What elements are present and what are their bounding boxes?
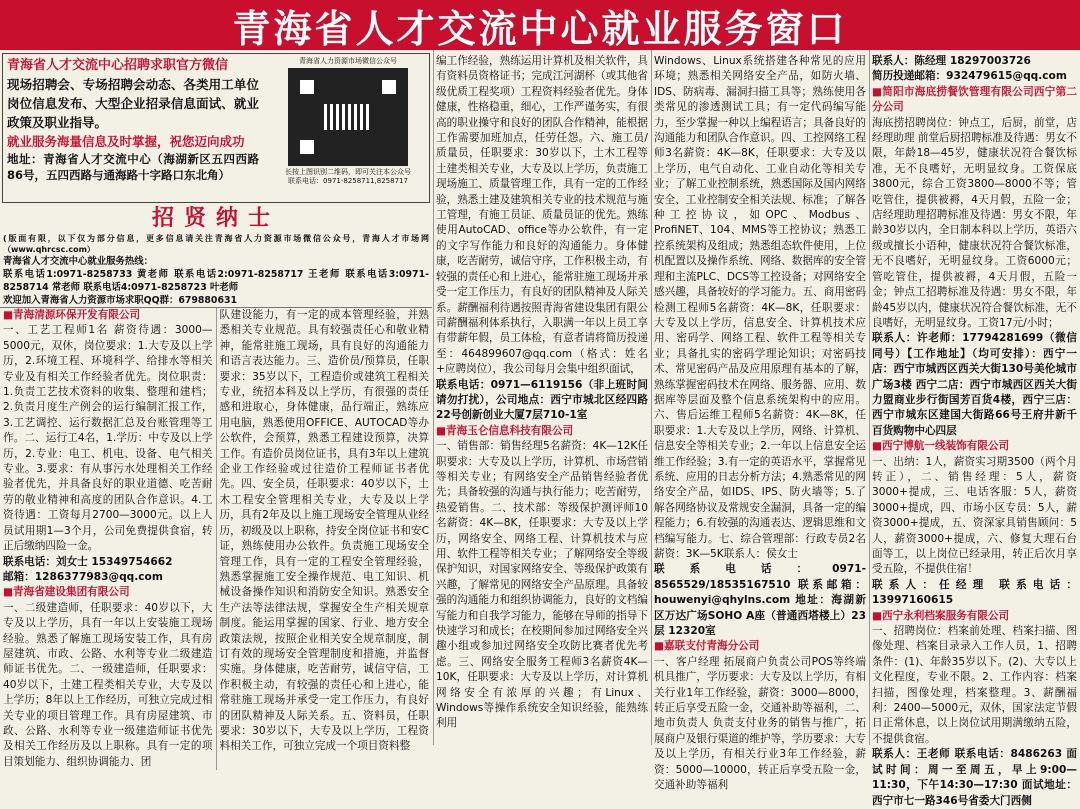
listing-text: 一、出纳：1人，薪资实习期3500（两个月转正），二、销售经理：5人，薪资3000+提成，三、电话客服：5人，薪资3000+提成，四、市场小区专员：5人，薪资3000+提成，五、资深家具销售顾问：5人，薪资3000+提成，六、修复大理石台面等工，以上岗位已经录用，转正后次月享受五险，不提供住宿！ [872, 455, 1077, 576]
company-heading: ■ 嘉联支付青海分公司 [654, 639, 866, 654]
contact-line: 联系电话：0971—6119156（非上班时间请勿打扰），公司地点：西宁市城北区经四路22号创新创业大厦7层710-1室 [436, 378, 648, 422]
listing-text: 一、工艺工程师1名 薪资待遇：3000—5000元，双休，岗位要求：1.大专及以上学历，2.环境工程、环境科学、给排水等相关专业及有相关工作经验者优先。岗位职责：1.负责工艺技术资料的收集、整理和建档；2.负责月度生产例会的运行编制汇报工作，3.工艺调控、运行数据汇总及台账管理等工作。二、运行工4名，1.学历：中专及以上学历，2.专业：电工、机电、设备、电气相关专业。3.要求：有从事污水处理相关工作经验者优先，并具备良好的职业道德、吃苦耐劳的敬业精神和高度的团队合作意识。4.工资待遇：工资每月2700—3000元。以上人员试用期1—3个月，公司免费提供食宿，转正后缴纳四险一金。 [3, 324, 213, 553]
listing-text: 一、二级建造师，任职要求：40岁以下，大专及以上学历，具有一年以上安装施工现场经验。熟悉了解施工现场安装工作，具有房屋建筑、市政、公路、水利等专业二级建造师证书优先。二、一级建造师，任职要求：40岁以下，土建工程类相关专业，大专及以上学历；8年以上工作经历，可独立完成过相关专业的项目管理工作。具有房屋建筑、市政、公路、水利等专业一级建造师证书优先及相关工作经历及以上职称。具有一定的项目策划能力、组织协调能力、团 [3, 601, 213, 768]
qr-note: 长按上图识别二维码，即可关注本公众号 [285, 168, 411, 176]
company-heading: ■ 青海清源环保开发有限公司 [3, 308, 213, 323]
contact-line: 联系人：王老师 联系电话：8486263 面试时间：周一至周五，早上9:00—11:30，下午14:30—17:30 面试地址：西宁市七一路346号省委大门西侧 [872, 748, 1077, 807]
qr-caption: 青海省人力资源市场微信公众号 [299, 57, 397, 65]
listing-text: 队建设能力，有一定的成本管理经验，并熟悉相关专业规范。具有较强责任心和敬业精神，能常驻施工现场，具有良好的沟通能力和语言表达能力。三、造价员/预算员，任职要求：35岁以下，工程造价或建筑工程相关专业，统招本科及以上学历，有很强的责任感和进取心，身体健康，品行端正，熟练应用电脑，熟悉使用OFFICE、AUTOCAD等办公软件，会预算，熟悉工程建设预算，决算工作。有造价员岗位证书，具有3年以上建筑企业工作经验或过往造价工程师证书者优先。四、安全员，任职要求：40岁以下，土木工程安全管理相关专业，大专及以上学历，具有2年及以上施工现场安全管理从业经历，初级及以上职称，持安全岗位证书和安C证，熟练使用办公软件。负责施工现场安全管理工作，具有一定的工程安全管理经验，熟悉掌握施工安全操作规范、电工知识、机械设备操作知识和消防安全知识。熟悉安全生产法等法律法规，掌握安全生产相关规章制度。能运用掌握的国家、行业、地方安全政策法规，按照企业相关安全规章制度，制订有效的现场安全管理制度和措施，并监督实施。身体健康，吃苦耐劳，诚信守信，工作积极主动，有较强的责任心和上进心，能常驻施工现场并承受一定工作压力，有良好的团队精神及人际关系。五、资料员，任职要求：30岁以下，大专及以上学历，工程资料相关工作，可独立完成一个项目资料整 [219, 309, 429, 753]
qr-code-icon[interactable] [288, 68, 408, 166]
contact-line: 简历投递邮箱：932479615@qq.com [872, 70, 1067, 83]
recruit-banner: 招贤纳士 [151, 206, 280, 231]
promo-body: 现场招聘会、专场招聘会动态、各类用工单位岗位信息发布、大型企业招录信息面试、就业政策及职业指导。 [7, 77, 259, 130]
listings-c4 [654, 50, 866, 792]
contact-line: 联系电话：0971-8565529/18535167510 联系邮箱：houwenyi@qhylns.com 地址：海湖新区万达广场SOHO A座（普通西塔楼上）23层 12320室 [654, 563, 866, 638]
listing-text: Windows、Linux系统搭建各种常见的应用环境；熟悉相关网络安全产品，如防火墙、IDS、防病毒、漏洞扫描工具等；熟练使用各类常见的渗透测试工具；有一定代码编写能力，至少掌握一种以上编程语言；具备良好的沟通能力和团队合作意识。四、工控网络工程师3名薪资：4K—8K，任职要求：大专及以上学历，电气自动化、工业自动化等相关专业；了解工业控制系统，熟悉国际及国内网络安全、工业控制安全相关法规、标准；了解各种工控协议，如OPC、Modbus、ProfiNET、104、MMS等工控协议；熟悉工控系统架构及组成；熟悉组态软件使用，上位机配置以及操作系统、网络、数据库的安全管理和主流PLC、DCS等工控设备；对网络安全感兴趣，具备较好的学习能力。五、商用密码检测工程师5名薪资：4K—8K，任职要求：大专及以上学历，信息安全、计算机技术应用、密码学、网络工程、软件工程等相关专业；具备扎实的密码学理论知识；对密码技术、常见密码产品及应用原理有基本的了解，熟练掌握密码技术在网络、服务器、应用、数据库等层面及整个信息系统架构中的应用。六、售后运维工程师5名薪资：4K—8K，任职要求：1.大专及以上学历，网络、计算机、信息安全等相关专业；2.一年以上信息安全运维工作经验；3.有一定的英语水平，掌握常见系统、应用的日志分析方法；4.熟悉常见的网络安全产品，如IDS、IPS、防火墙等；5.了解各网络协议及常规安全漏洞，具备一定的编程能力；6.有较强的沟通表达、逻辑思维和文档编写能力。七、综合管理部：行政专员2名薪资：3K—5K联系人：侯女士 [654, 55, 866, 560]
company-heading: ■ 简阳市海底捞餐饮管理有限公司西宁第二分公司 [872, 85, 1077, 116]
page-title: 青海省人才交流中心就业服务窗口 [232, 6, 848, 51]
hotline-title: 青海省人才交流中心就业服务热线： [3, 256, 154, 267]
listings-c1 [0, 308, 216, 770]
qq-group: 欢迎加入青海省人力资源市场求职QQ群：679880631 [0, 294, 432, 308]
listings-c2 [217, 308, 433, 770]
promo-address: 地址：青海省人才交流中心（海湖新区五四西路86号，五四西路与通海路十字路口东北角） [7, 152, 259, 182]
copyright-note: (版面有限，以下仅为部分信息，更多信息请关注青海省人力资源市场微信公众号，青海人才市场网（www.qhrcsc.com） [3, 234, 429, 254]
company-heading: ■ 青海省建设集团有限公司 [3, 585, 213, 600]
listing-text: 海底捞招聘岗位：钟点工，后厨，前堂，店经理助理 前堂后厨招聘标准及待遇：男女不限，年龄18—45岁，健康状况符合餐饮标准，无不良嗜好，无明显纹身。工资保底3800元，综合工资3800—8000不等；管吃管住，提供被褥，4天月假，五险一金；店经理助理招聘标准及待遇：男女不限，年龄30岁以内，全日制本科以上学历，英语六级或擅长小语种，健康状况符合餐饮标准，无不良嗜好，无明显纹身。工资6000元；管吃管住，提供被褥，4天月假，五险一金；钟点工招聘标准及待遇：男女不限，年龄45岁以内，健康状况符合餐饮标准，无不良嗜好，无明显纹身。工资17元/小时； [872, 116, 1077, 329]
listing-text: 一、销售部：销售经理5名薪资：4K—12K任职要求：大专及以上学历，计算机、市场营销等相关专业；有网络安全产品销售经验者优先；具备较强的沟通与执行能力；吃苦耐劳，热爱销售。二、技术部：等级保护测评师10名薪资：4K—8K，任职要求：大专及以上学历，网络安全、网络工程、计算机技术与应用、软件工程等相关专业；了解网络安全等级保护知识，对国家网络安全、等级保护政策有兴趣，了解常见的网络安全产品原理。具备较强的沟通能力和组织协调能力，良好的文档编写能力和自我学习能力，能够在导师的指导下快速学习和成长；在校期间参加过网络安全兴趣小组或参加过网络安全攻防比赛者优先考虑。三、网络安全服务工程师3名薪资4K—10K，任职要求：大专及以上学历，对计算机网络安全有浓厚的兴趣；有Linux、Windows等操作系统安全知识经验，能熟练利用 [436, 440, 648, 730]
listing-text: 编工作经验，熟练运用计算机及相关软件，具有资料员资格证书；完成江河湖杯（或其他省级优质工程奖项）工程资料经验者优先。身体健康，性格稳重，细心，工作严谨务实，有很高的职业操守和良好的团队合作精神，能根据工作需要加班加点，任劳任怨。六、施工员/质量员，任职要求：30岁以下，土木工程等土建类相关专业，大专及以上学历，负责施工现场施工、质量管理工作，具有一定的工作经验，熟悉土建及建筑相关专业的技术规范与施工管理，有施工员证、质量员证的优先。熟练使用AutoCAD、office等办公软件，有一定的文字写作能力和良好的沟通能力。身体健康，吃苦耐劳，诚信守序，工作积极主动，有较强的责任心和上进心，能常驻施工现场并承受一定工作压力，有良好的团队精神及人际关系。薪酬福利待遇按照青海省建设集团有限公司薪酬福利体系执行，入职满一年以上员工享有带薪年假，员工体检，有意者请将简历投递至：464899607@qq.com（格式：姓名+应聘岗位），我公司每月会集中组织面试， [436, 55, 648, 376]
masthead [0, 0, 1080, 50]
contact-line: 联系人：任经理 联系电话：13997160615 [872, 578, 1077, 607]
column-1 [0, 50, 432, 768]
company-heading: ■ 西宁博航一线装饰有限公司 [872, 439, 1077, 454]
listing-text: 一、客户经理 拓展商户负责公司POS等终端机具推广，学历要求：大专及以上学历，有相关行业1年工作经验，薪资：3000—8000，转正后享受五险一金，交通补助等福利，二、地市负责人 负责支付业务的销售与推广，拓展商户及银行渠道的维护等，学历要求：大专及以上学历，有相关行业3年工作经验，薪资：5000—10000，转正后享受五险一金，交通补助等福利 [654, 655, 866, 792]
contact-line: 联系人：许老师：17794281699（微信同号）【工作地址】（均可安排）：西宁一店：西宁市城西区西关大街130号美伦城市广场3楼 西宁二店：西宁市城西区西关大街力盟商业步行街国芳百货4楼，西宁三店：西宁市城东区建国大街路66号王府井新千百货购物中心四层 [872, 332, 1077, 437]
company-heading: ■ 西宁永利档案服务有限公司 [872, 609, 1077, 624]
qr-phone: 联系电话：0971-8258711,8258717 [288, 177, 408, 185]
hotline-phones: 联系电话1:0971-8258733 黄老师 联系电话2:0971-8258717 王老师 联系电话3:0971-8258714 常老师 联系电话4:0971-8258723 叶老师 [3, 269, 429, 293]
listings-c3 [436, 50, 648, 745]
qr-block [265, 57, 431, 186]
contact-line: 邮箱：1286377983@qq.com [3, 570, 163, 583]
contact-line: 联系电话：刘女士 15349754662 [3, 555, 173, 568]
promo-slogan: 就业服务海量信息及时掌握，祝您迈向成功 [7, 134, 245, 149]
promo-text [7, 57, 259, 183]
contact-line: 联系人：陈经理 18297003726 [872, 55, 1031, 67]
promo-box [2, 53, 430, 203]
company-heading: ■ 青海玉仑信息科技有限公司 [436, 424, 648, 439]
listing-text: 一、招聘岗位：档案前处理、档案扫描、图像处理、档案目录录入工作人员，1、招聘条件：(1)、年龄35岁以下。(2)、大专以上文化程度，专业不限。2、工作内容：档案扫描，图像处理，档案整理。3、薪酬福利：2400—5000元，双休，国家法定节假日正常休息，以上岗位试用期满缴纳五险，不提供食宿。 [872, 625, 1077, 745]
promo-heading: 青海省人才交流中心招聘求职官方微信 [7, 58, 229, 73]
listings-c5 [872, 50, 1077, 807]
